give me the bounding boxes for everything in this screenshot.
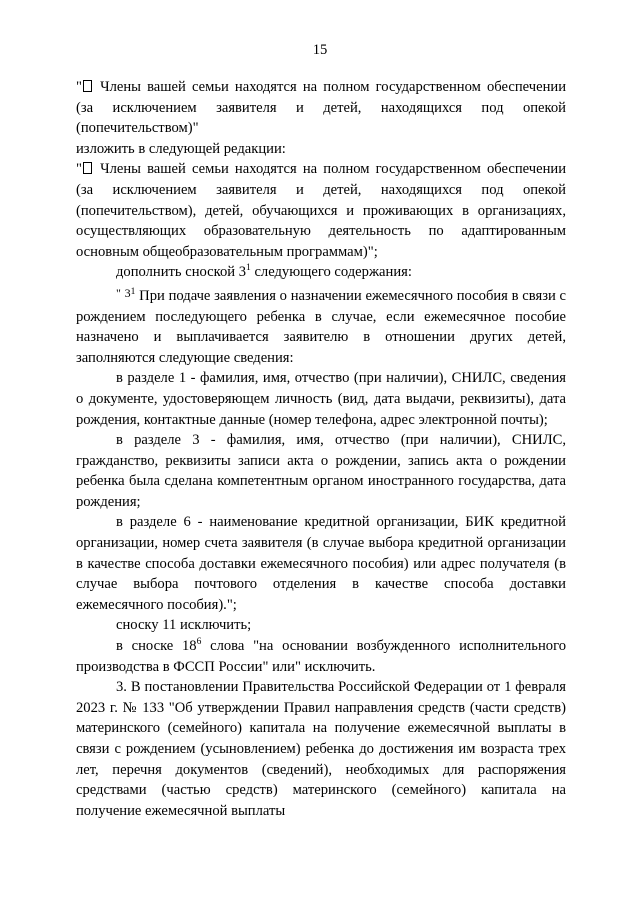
quote-mark: ": [76, 79, 82, 95]
paragraph-text: Члены вашей семьи находятся на полном государственном обеспечении (за исключением заявителя и детей, находящихся под опекой (попечительством), детей, обучающихся и проживающих в организациях, осуществляющих образовательную деятельность по адаптированным основным общеобразовательным программам)";: [76, 161, 566, 260]
paragraph-text: в разделе 1 - фамилия, имя, отчество (при наличии), СНИЛС, сведения о документе, удостоверяющем личность (вид, дата выдачи, реквизиты), дата рождения, контактные данные (номер телефона, адрес электронной почты);: [76, 370, 566, 428]
paragraph-1: [76, 77, 566, 139]
paragraph-10: [76, 636, 566, 677]
paragraph-8: [76, 512, 566, 615]
quote-mark: ": [76, 161, 82, 178]
paragraph-5: [76, 283, 566, 368]
paragraph-11: [76, 677, 566, 821]
paragraph-text: следующего содержания:: [250, 264, 412, 281]
paragraph-text: изложить в следующей редакции:: [76, 140, 286, 157]
paragraph-text: в сноске 18: [116, 638, 197, 655]
paragraph-9: [76, 615, 566, 636]
paragraph-3: [76, 159, 566, 262]
footnote-number: 3: [124, 285, 131, 300]
paragraph-text: 3. В постановлении Правительства Российской Федерации от 1 февраля 2023 г. № 133 "Об утверждении Правил направления средств (части средств) материнского (семейного) капитала на получение ежемесячной выплаты в связи с рождением (усыновлением) ребенка до достижения им возраста трех лет, перечня документов (сведений), необходимых для распоряжения средствами (частью средств) материнского (семейного) капитала на получение ежемесячной выплаты: [76, 679, 566, 819]
paragraph-6: [76, 368, 566, 430]
footnote-superscript: 1: [130, 286, 136, 297]
quote-mark: ": [116, 285, 121, 300]
paragraph-text: дополнить сноской 3: [116, 264, 247, 281]
paragraph-7: [76, 430, 566, 512]
page-number: 15: [312, 42, 328, 58]
paragraph-text: в разделе 3 - фамилия, имя, отчество (при наличии), СНИЛС, гражданство, реквизиты записи акта о рождении, запись акта о рождении ребенка была сделана компетентным органом иностранного государства, дата рождения;: [76, 432, 566, 510]
paragraph-4: [76, 262, 566, 283]
paragraph-text: в разделе 6 - наименование кредитной организации, БИК кредитной организации, номер счета заявителя (в случае выбора кредитной организации в качестве способа доставки ежемесячного пособия) или адрес получателя (в случае выбора почтового отделения в качестве способа доставки ежемесячного пособия).";: [76, 514, 566, 613]
footnote-superscript: 1: [246, 263, 251, 274]
paragraph-text: Члены вашей семьи находятся на полном государственном обеспечении (за исключением заявителя и детей, находящихся под опекой (попечительством)": [76, 79, 566, 137]
checkbox-icon: [83, 162, 92, 174]
paragraph-text: слова "на основании возбужденного исполнительного производства в ФССП России" или" исключить.: [76, 638, 566, 675]
paragraph-text: При подаче заявления о назначении ежемесячного пособия в связи с рождением последующего ребенка в случае, если ежемесячное пособие назначено и выплачивается заявителю в отношении других детей, заполняются следующие сведения:: [76, 287, 566, 366]
paragraph-text: сноску 11 исключить;: [116, 617, 252, 634]
checkbox-icon: [83, 80, 92, 92]
document-body: [76, 77, 566, 821]
paragraph-2: [76, 139, 566, 160]
footnote-superscript: 6: [196, 637, 202, 648]
